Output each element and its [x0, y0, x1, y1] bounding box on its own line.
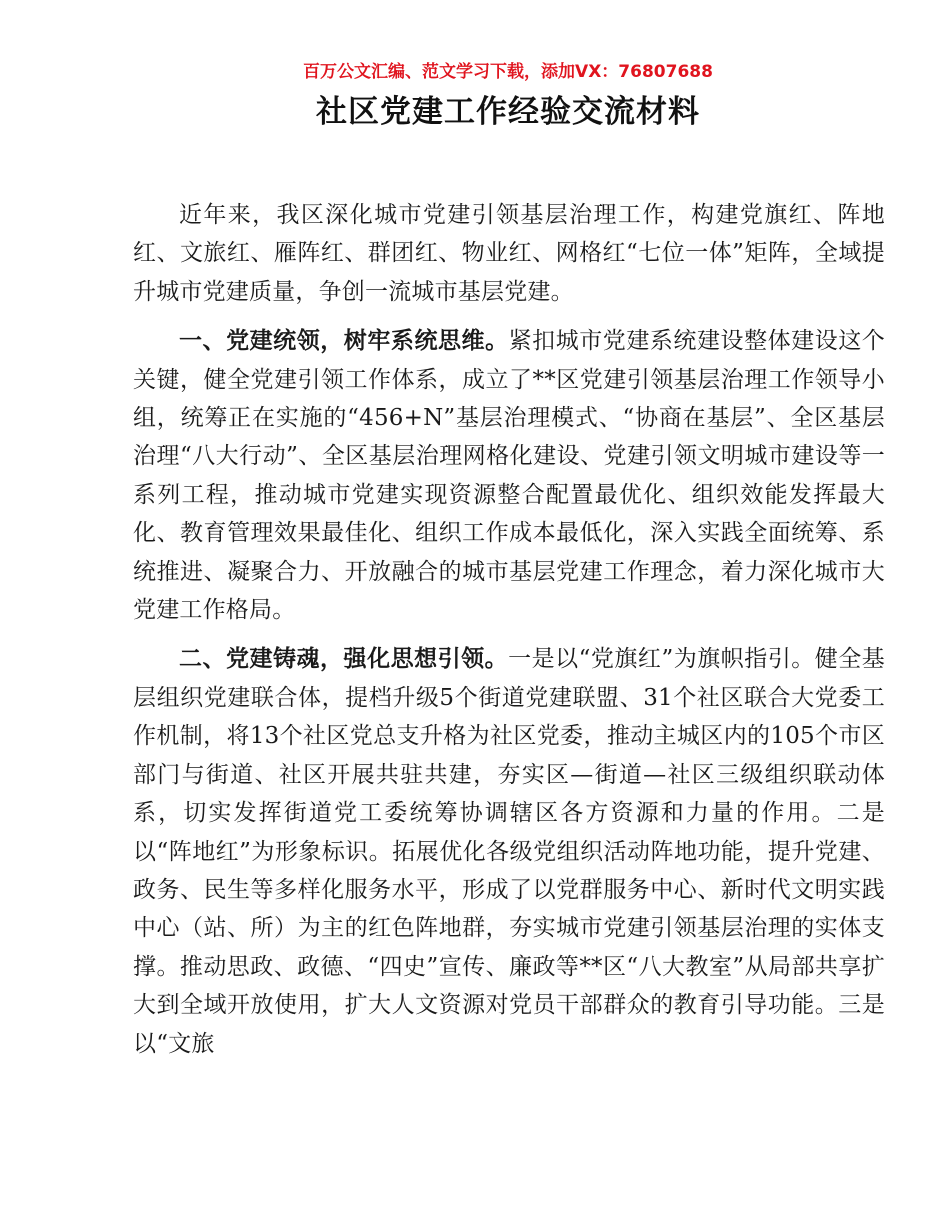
section-one-paragraph [133, 322, 885, 629]
section-one-text: 紧扣城市党建系统建设整体建设这个关键，健全党建引领工作体系，成立了**区党建引领基层治理工作领导小组，统筹正在实施的“456+N”基层治理模式、“协商在基层”、全区基层治理“八大行动”、全区基层治理网格化建设、党建引领文明城市建设等一系列工程，推动城市党建实现资源整合配置最优化、组织效能发挥最大化、教育管理效果最佳化、组织工作成本最低化，深入实践全面统筹、系统推进、凝聚合力、开放融合的城市基层党建工作理念，着力深化城市大党建工作格局。 [133, 328, 885, 624]
section-two-text: 一是以“党旗红”为旗帜指引。健全基层组织党建联合体，提档升级5个街道党建联盟、31个社区联合大党委工作机制，将13个社区党总支升格为社区党委，推动主城区内的105个市区部门与街道、社区开展共驻共建，夯实区—街道—社区三级组织联动体系，切实发挥街道党工委统筹协调辖区各方资源和力量的作用。二是以“阵地红”为形象标识。拓展优化各级党组织活动阵地功能，提升党建、政务、民生等多样化服务水平，形成了以党群服务中心、新时代文明实践中心（站、所）为主的红色阵地群，夯实城市党建引领基层治理的实体支撑。推动思政、政德、“四史”宣传、廉政等**区“八大教室”从局部共享扩大到全域开放使用，扩大人文资源对党员干部群众的教育引导功能。三是以“文旅 [133, 646, 885, 1057]
document-body [133, 196, 885, 1074]
intro-paragraph [133, 196, 885, 311]
section-two-paragraph [133, 640, 885, 1062]
paragraph-text: 近年来，我区深化城市党建引领基层治理工作，构建党旗红、阵地红、文旅红、雁阵红、群团红、物业红、网格红“七位一体”矩阵，全域提升城市党建质量，争创一流城市基层党建。 [133, 202, 885, 305]
document-title: 社区党建工作经验交流材料 [316, 94, 700, 130]
section-two-heading: 二、党建铸魂，强化思想引领。 [179, 646, 509, 673]
watermark-text: 百万公文汇编、范文学习下载，添加VX：76807688 [303, 62, 713, 82]
section-one-heading: 一、党建统领，树牢系统思维。 [179, 328, 509, 355]
